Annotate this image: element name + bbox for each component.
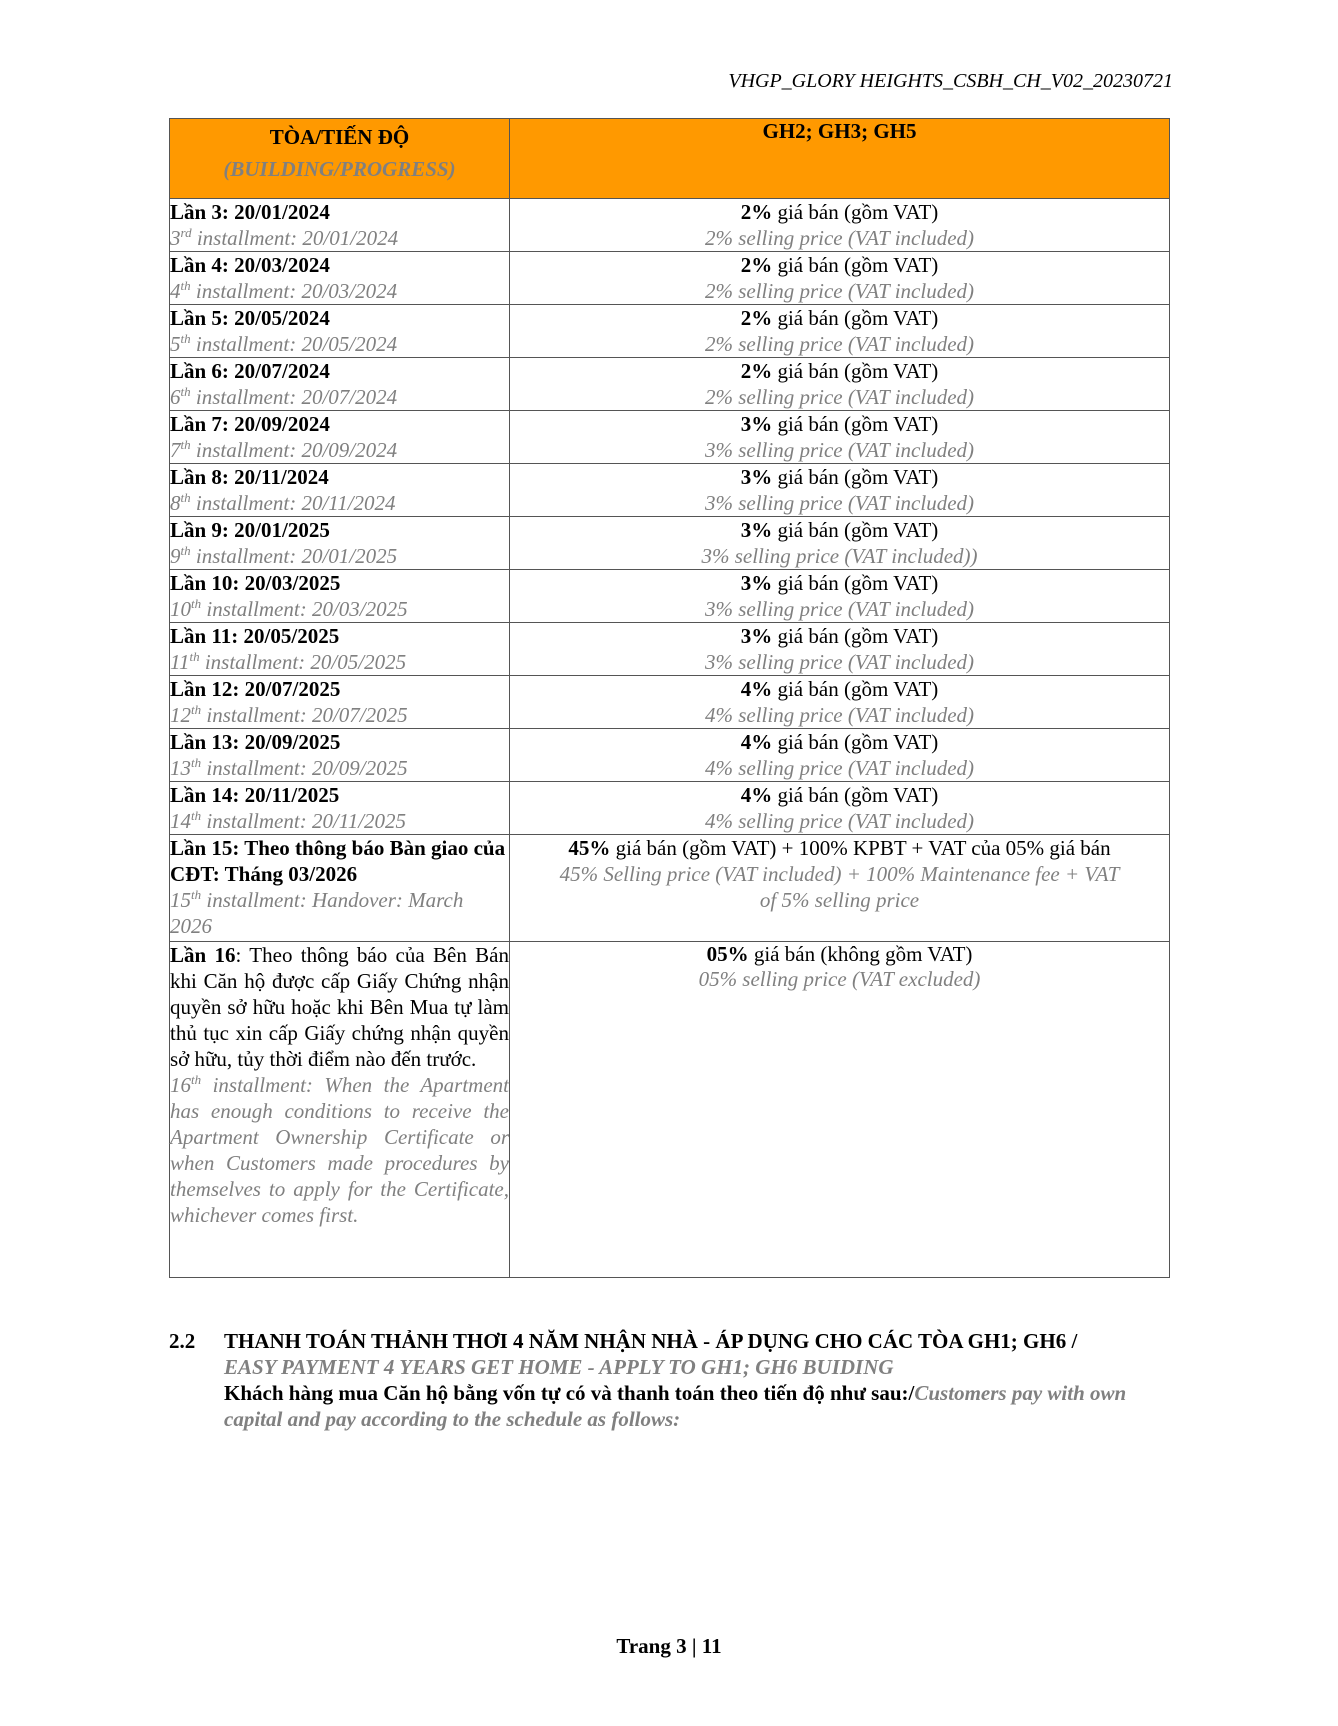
section-title-vn: THANH TOÁN THẢNH THƠI 4 NĂM NHẬN NHÀ - ÁP DỤNG CHO CÁC TÒA GH1; GH6 / [224, 1329, 1078, 1353]
table-row [170, 252, 1170, 305]
section-number: 2.2 [169, 1329, 196, 1353]
installment-en: 3rd installment: 20/01/2024 [170, 225, 399, 250]
installment-en: 15th installment: Handover: March 2026 [170, 887, 464, 938]
installment-cell [170, 305, 510, 358]
installment-vn: Lần 10: 20/03/2025 [170, 571, 341, 595]
table-row [170, 411, 1170, 464]
installment-vn: Lần 9: 20/01/2025 [170, 518, 330, 542]
payment-vn: 3% giá bán (gồm VAT) [740, 624, 939, 648]
header-col1-vn: TÒA/TIẾN ĐỘ [269, 125, 410, 149]
installment-en: 8th installment: 20/11/2024 [170, 490, 396, 515]
payment-cell [510, 623, 1170, 676]
payment-en: 45% Selling price (VAT included) + 100% Maintenance fee + VAT of 5% selling price [559, 862, 1120, 912]
installment-vn: Lần 4: 20/03/2024 [170, 253, 330, 277]
table-row [170, 623, 1170, 676]
installment-en: 6th installment: 20/07/2024 [170, 384, 398, 409]
installment-vn: Lần 6: 20/07/2024 [170, 359, 330, 383]
payment-cell [510, 676, 1170, 729]
payment-vn: 4% giá bán (gồm VAT) [740, 730, 939, 754]
installment-en: 11th installment: 20/05/2025 [170, 649, 407, 674]
payment-vn: 2% giá bán (gồm VAT) [740, 359, 939, 383]
installment-en: 7th installment: 20/09/2024 [170, 437, 398, 462]
installment-vn: Lần 12: 20/07/2025 [170, 677, 341, 701]
payment-cell [510, 729, 1170, 782]
table-row [170, 199, 1170, 252]
installment-en: 13th installment: 20/09/2025 [170, 755, 408, 780]
installment-cell [170, 252, 510, 305]
installment-vn: Lần 15: Theo thông báo Bàn giao của CĐT: Tháng 03/2026 [170, 836, 506, 886]
payment-en: 3% selling price (VAT included) [704, 597, 975, 621]
payment-vn: 3% giá bán (gồm VAT) [740, 518, 939, 542]
payment-en: 4% selling price (VAT included) [704, 809, 975, 833]
payment-cell [510, 252, 1170, 305]
installment-vn: Lần 16: Theo thông báo của Bên Bán khi Căn hộ được cấp Giấy Chứng nhận quyền sở hữu hoặc khi Bên Mua tự làm thủ tục xin cấp Giấy chứng nhận quyền sở hữu, tủy thời điểm nào đến trước. [170, 943, 509, 1071]
installment-en: 14th installment: 20/11/2025 [170, 808, 407, 833]
payment-vn: 4% giá bán (gồm VAT) [740, 783, 939, 807]
payment-cell [510, 835, 1170, 942]
payment-vn: 3% giá bán (gồm VAT) [740, 412, 939, 436]
installment-cell [170, 570, 510, 623]
table-header-row [170, 119, 1170, 199]
installment-vn: Lần 5: 20/05/2024 [170, 306, 330, 330]
payment-cell [510, 199, 1170, 252]
installment-cell [170, 464, 510, 517]
header-buildings: GH2; GH3; GH5 [510, 119, 1170, 199]
installment-cell [170, 623, 510, 676]
payment-vn: 2% giá bán (gồm VAT) [740, 306, 939, 330]
header-col1-en: (BUILDING/PROGRESS) [223, 157, 456, 181]
section-title-en: EASY PAYMENT 4 YEARS GET HOME - APPLY TO GH1; GH6 BUIDING [224, 1355, 894, 1379]
payment-cell [510, 942, 1170, 1278]
section-description: Khách hàng mua Căn hộ bằng vốn tự có và thanh toán theo tiến độ như sau:/Customers pay with own capital and pay according to the schedule as follows: [224, 1381, 1127, 1431]
installment-vn: Lần 11: 20/05/2025 [170, 624, 340, 648]
payment-cell [510, 464, 1170, 517]
payment-schedule-table [169, 118, 1170, 1278]
installment-cell [170, 942, 510, 1278]
table-row [170, 358, 1170, 411]
table-row [170, 570, 1170, 623]
installment-vn: Lần 8: 20/11/2024 [170, 465, 329, 489]
installment-en: 16th installment: When the Apartment has enough conditions to receive the Apartment Ownership Certificate or when Customers made procedures by themselves to apply for the Certificate, whichever comes first. [170, 1072, 509, 1227]
payment-en: 4% selling price (VAT included) [704, 703, 975, 727]
table-row [170, 305, 1170, 358]
payment-cell [510, 358, 1170, 411]
installment-vn: Lần 7: 20/09/2024 [170, 412, 330, 436]
table-row [170, 464, 1170, 517]
installment-en: 5th installment: 20/05/2024 [170, 331, 398, 356]
installment-cell [170, 676, 510, 729]
payment-en: 3% selling price (VAT included) [704, 650, 975, 674]
payment-en: 2% selling price (VAT included) [704, 332, 975, 356]
payment-vn: 45% giá bán (gồm VAT) + 100% KPBT + VAT của 05% giá bán [568, 836, 1111, 860]
payment-en: 3% selling price (VAT included)) [701, 544, 978, 568]
payment-vn: 2% giá bán (gồm VAT) [740, 200, 939, 224]
installment-cell [170, 199, 510, 252]
table-row-16 [170, 942, 1170, 1278]
payment-en: 3% selling price (VAT included) [704, 438, 975, 462]
installment-en: 10th installment: 20/03/2025 [170, 596, 408, 621]
payment-en: 4% selling price (VAT included) [704, 756, 975, 780]
payment-vn: 3% giá bán (gồm VAT) [740, 571, 939, 595]
installment-cell [170, 835, 510, 942]
header-building-progress [170, 119, 510, 199]
payment-en: 2% selling price (VAT included) [704, 226, 975, 250]
installment-en: 12th installment: 20/07/2025 [170, 702, 408, 727]
table-row [170, 729, 1170, 782]
payment-vn: 4% giá bán (gồm VAT) [740, 677, 939, 701]
page-number: Trang 3 | 11 [616, 1634, 722, 1658]
payment-vn: 2% giá bán (gồm VAT) [740, 253, 939, 277]
payment-cell [510, 782, 1170, 835]
installment-cell [170, 358, 510, 411]
document-code: VHGP_GLORY HEIGHTS_CSBH_CH_V02_20230721 [728, 70, 1173, 92]
table-row [170, 676, 1170, 729]
section-2-2 [169, 1328, 1179, 1432]
installment-cell [170, 517, 510, 570]
table-row-15 [170, 835, 1170, 942]
installment-vn: Lần 3: 20/01/2024 [170, 200, 330, 224]
payment-cell [510, 305, 1170, 358]
payment-vn: 05% giá bán (không gồm VAT) [706, 942, 973, 966]
table-row [170, 517, 1170, 570]
payment-cell [510, 570, 1170, 623]
installment-vn: Lần 14: 20/11/2025 [170, 783, 340, 807]
payment-en: 2% selling price (VAT included) [704, 279, 975, 303]
installment-cell [170, 411, 510, 464]
installment-cell [170, 782, 510, 835]
payment-en: 2% selling price (VAT included) [704, 385, 975, 409]
payment-cell [510, 517, 1170, 570]
payment-en: 3% selling price (VAT included) [704, 491, 975, 515]
payment-cell [510, 411, 1170, 464]
installment-vn: Lần 13: 20/09/2025 [170, 730, 341, 754]
installment-en: 9th installment: 20/01/2025 [170, 543, 398, 568]
table-row [170, 782, 1170, 835]
installment-en: 4th installment: 20/03/2024 [170, 278, 398, 303]
payment-vn: 3% giá bán (gồm VAT) [740, 465, 939, 489]
installment-cell [170, 729, 510, 782]
payment-en: 05% selling price (VAT excluded) [698, 967, 981, 991]
